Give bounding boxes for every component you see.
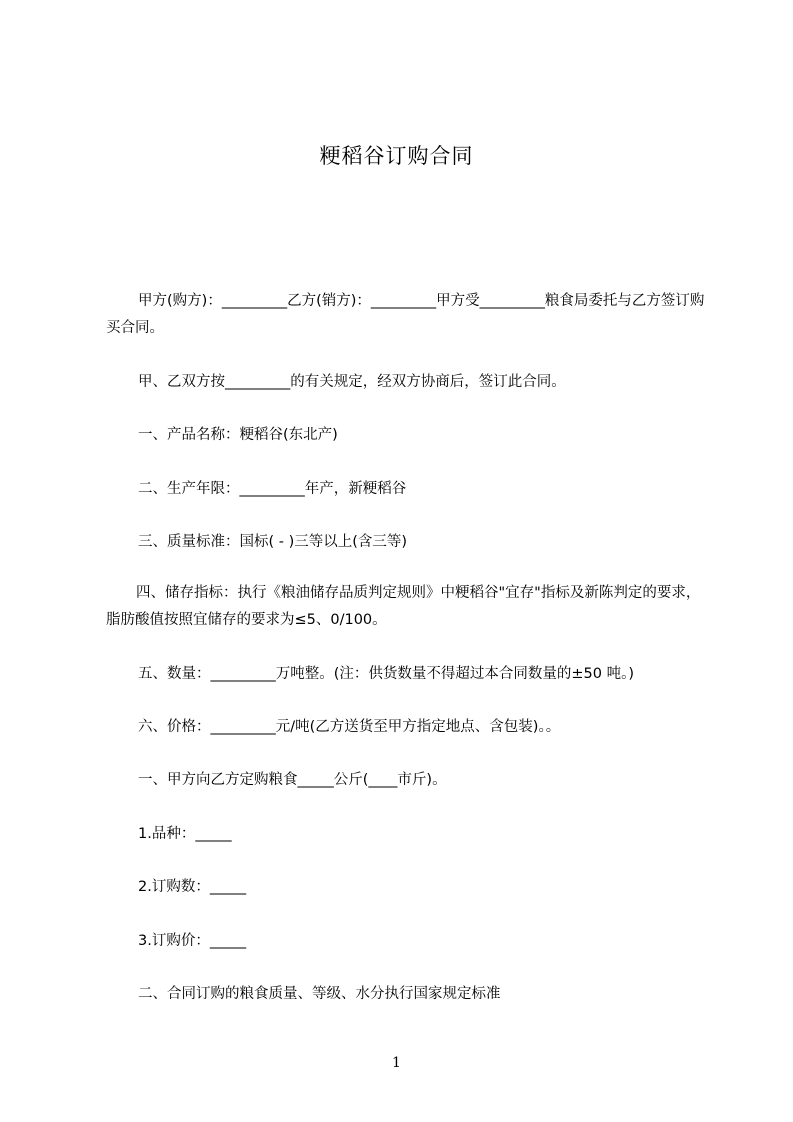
paragraph-quantity: 五、数量：_________万吨整。(注：供货数量不得超过本合同数量的±50 吨。) bbox=[138, 666, 635, 682]
paragraph-production-year: 二、生产年限：_________年产，新粳稻谷 bbox=[138, 481, 407, 497]
paragraph-price: 六、价格：_________元/吨(乙方送货至甲方指定地点、含包装)。。 bbox=[138, 719, 561, 735]
paragraph-product-name: 一、产品名称：粳稻谷(东北产) bbox=[138, 427, 338, 443]
paragraph-quality-grade: 二、合同订购的粮食质量、等级、水分执行国家规定标准 bbox=[138, 986, 501, 1002]
paragraph-variety: 1.品种：_____ bbox=[138, 826, 232, 842]
paragraph-order-price: 3.订购价：_____ bbox=[138, 933, 247, 949]
paragraph-quality-standard: 三、质量标准：国标( - )三等以上(含三等) bbox=[138, 534, 408, 550]
paragraph-order-count: 2.订购数：_____ bbox=[138, 879, 247, 895]
paragraph-storage-index: 四、储存指标：执行《粮油储存品质判定规则》中粳稻谷"宜存"指标及新陈判定的要求，脂肪酸值按照宜储存的要求为≤5、0/100。 bbox=[106, 585, 701, 628]
paragraph-agreement: 甲、乙双方按_________的有关规定，经双方协商后，签订此合同。 bbox=[138, 374, 566, 390]
page-number: 1 bbox=[392, 1055, 401, 1071]
paragraph-order-amount: 一、甲方向乙方定购粮食_____公斤(____市斤)。 bbox=[138, 772, 447, 788]
document-title: 粳稻谷订购合同 bbox=[319, 144, 474, 168]
paragraph-parties: 甲方(购方)：_________乙方(销方)：_________甲方受_________粮食局委托与乙方签订购买合同。 bbox=[106, 293, 705, 336]
